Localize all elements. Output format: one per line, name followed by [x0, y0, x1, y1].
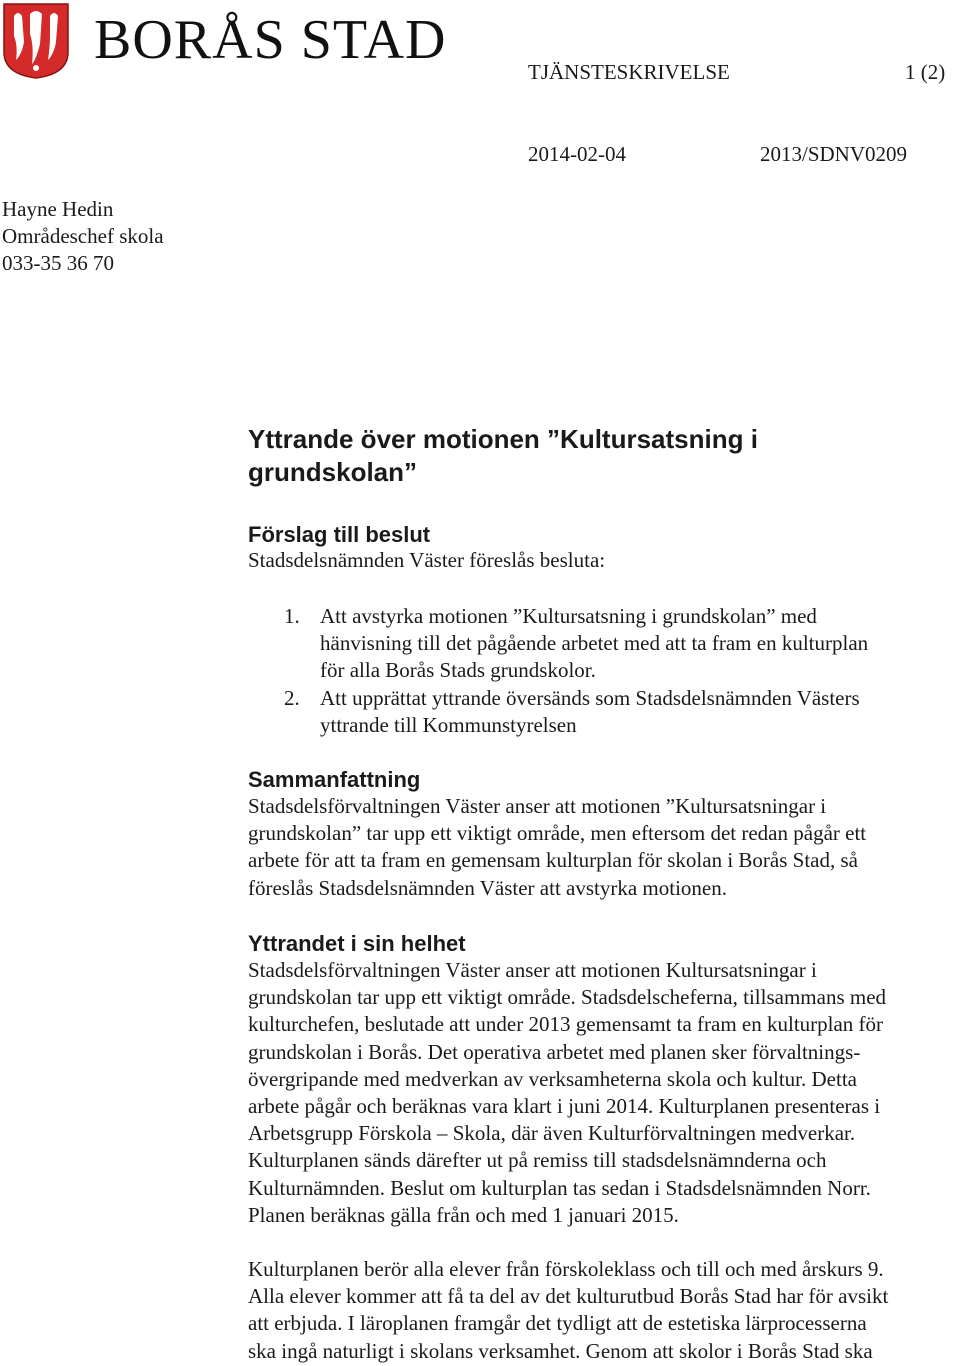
- paragraph-line: grundskolan i Borås. Det operativa arbetet med planen sker förvaltnings-: [248, 1039, 861, 1064]
- paragraph-line: ska ingå naturligt i skolans verksamhet. Genom att skolor i Borås Stad ska: [248, 1338, 873, 1363]
- decision-line: Att upprättat yttrande översänds som Stadsdelsnämnden Västers: [320, 685, 860, 710]
- paragraph-line: att erbjuda. I läroplanen framgår det tydligt att de estetiska lärprocesserna: [248, 1311, 867, 1336]
- document-reference: 2013/SDNV0209: [760, 142, 908, 166]
- paragraph-line: Stadsdelsförvaltningen Väster anser att motionen Kultursatsningar i: [248, 958, 817, 982]
- decision-line: hänvisning till det pågående arbetet med att ta fram en kulturplan: [320, 631, 869, 656]
- paragraph-line: grundskolan” tar upp ett viktigt område, men eftersom det redan pågår ett: [248, 821, 867, 846]
- title-line: Yttrande över motionen ”Kultursatsning i: [248, 424, 758, 454]
- sammanfattning-paragraph: [248, 793, 960, 902]
- sender-name: Hayne Hedin: [2, 197, 114, 221]
- paragraph-line: Planen beräknas gälla från och med 1 januari 2015.: [248, 1202, 679, 1227]
- paragraph-line: föreslås Stadsdelsnämnden Väster att avstyrka motionen.: [248, 875, 728, 900]
- title-line: grundskolan”: [248, 457, 418, 487]
- sender-role: Områdeschef skola: [2, 224, 164, 249]
- paragraph-line: Kulturnämnden. Beslut om kulturplan tas sedan i Stadsdelsnämnden Norr.: [248, 1175, 871, 1200]
- document-title: [248, 423, 868, 489]
- decision-line: för alla Borås Stads grundskolor.: [320, 658, 596, 683]
- sender-phone: 033-35 36 70: [2, 251, 114, 276]
- decision-number: 1.: [284, 604, 300, 628]
- paragraph-line: grundskolan tar upp ett viktigt område. Stadsdelscheferna, tillsammans med: [248, 985, 887, 1010]
- section-heading-yttrandet: Yttrandet i sin helhet: [248, 931, 466, 956]
- page-number: 1 (2): [905, 60, 946, 84]
- decision-line: Att avstyrka motionen ”Kultursatsning i grundskolan” med: [320, 604, 817, 628]
- paragraph-line: Stadsdelsförvaltningen Väster anser att motionen ”Kultursatsningar i: [248, 794, 827, 818]
- section-heading-sammanfattning: Sammanfattning: [248, 767, 421, 792]
- paragraph-line: Kulturplanen sänds därefter ut på remiss till stadsdelsnämnderna och: [248, 1148, 827, 1173]
- section-heading-forslag: Förslag till beslut: [248, 522, 431, 547]
- document-date: 2014-02-04: [528, 142, 626, 166]
- paragraph-line: Kulturplanen berör alla elever från förskoleklass och till och med årskurs 9.: [248, 1257, 884, 1281]
- paragraph-line: arbete pågår och beräknas vara klart i juni 2014. Kulturplanen presenteras i: [248, 1094, 881, 1119]
- decision-item: [248, 603, 948, 685]
- document-type: TJÄNSTESKRIVELSE: [528, 60, 730, 84]
- decision-list: [248, 603, 948, 739]
- forslag-intro: Stadsdelsnämnden Väster föreslås besluta:: [248, 548, 606, 572]
- decision-number: 2.: [284, 685, 300, 710]
- sender-block: [2, 196, 164, 278]
- paragraph-line: kulturchefen, beslutade att under 2013 gemensamt ta fram en kulturplan för: [248, 1012, 884, 1037]
- paragraph-line: övergripande med medverkan av verksamheterna skola och kultur. Detta: [248, 1066, 857, 1091]
- paragraph-line: arbete för att ta fram en gemensam kulturplan för skolan i Borås Stad, så: [248, 848, 858, 873]
- city-coat-of-arms-icon: [2, 2, 70, 80]
- city-logo-wordmark: BORÅS STAD: [94, 9, 447, 71]
- paragraph-line: Alla elever kommer att få ta del av det kulturutbud Borås Stad har för avsikt: [248, 1284, 889, 1309]
- yttrandet-paragraph: [248, 957, 960, 1229]
- decision-line: yttrande till Kommunstyrelsen: [320, 712, 577, 737]
- kulturplan-paragraph: [248, 1256, 960, 1365]
- paragraph-line: Arbetsgrupp Förskola – Skola, där även Kulturförvaltningen medverkar.: [248, 1121, 856, 1146]
- decision-item: [248, 685, 948, 739]
